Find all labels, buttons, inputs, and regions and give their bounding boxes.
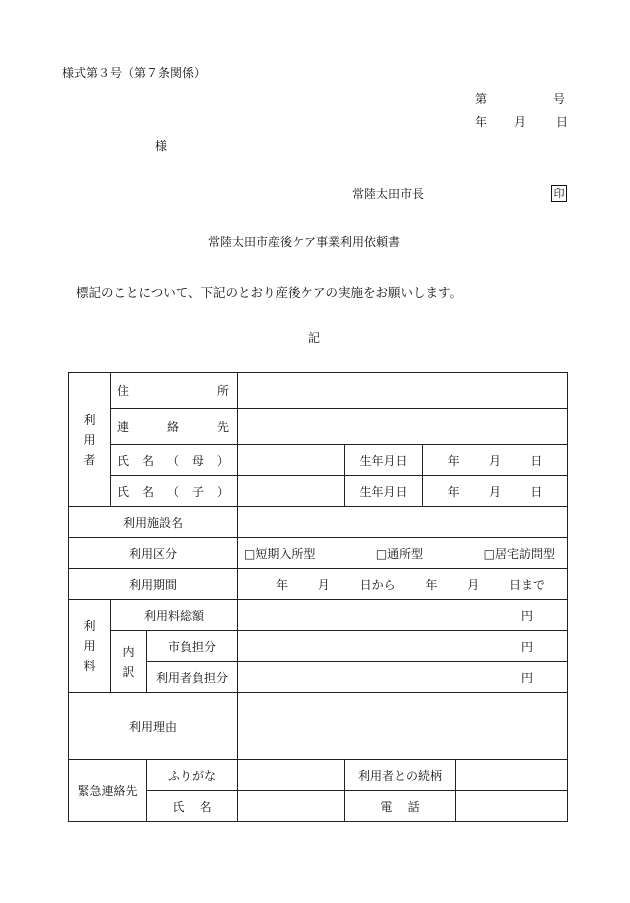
number-suffix: 号	[553, 92, 566, 106]
request-text: 標記のことについて、下記のとおり産後ケアの実施をお願いします。	[76, 285, 463, 300]
mother-birthdate-label: 生年月日	[345, 445, 423, 476]
facility-label: 利用施設名	[69, 507, 238, 538]
user-group-label: 利 用 者	[69, 373, 111, 507]
reason-label: 利用理由	[69, 693, 238, 760]
user-share-label: 利用者負担分	[147, 662, 238, 693]
fee-group-label: 利 用 料	[69, 600, 111, 693]
contact-field[interactable]	[238, 409, 568, 445]
date-month: 月	[514, 115, 527, 129]
child-birthdate-label: 生年月日	[345, 476, 423, 507]
child-birthdate-field[interactable]: 年 月 日	[423, 476, 568, 507]
user-share-field[interactable]: 円	[238, 662, 568, 693]
contact-label: 連 絡 先	[111, 409, 238, 445]
category-label: 利用区分	[69, 538, 238, 569]
emergency-contact-label: 緊急連絡先	[69, 760, 147, 822]
emergency-name-label: 氏 名	[147, 791, 238, 822]
category-options	[238, 538, 568, 569]
phone-field[interactable]	[456, 791, 568, 822]
number-prefix: 第	[475, 92, 488, 106]
fee-total-label: 利用料総額	[111, 600, 238, 631]
period-label: 利用期間	[69, 569, 238, 600]
city-share-field[interactable]: 円	[238, 631, 568, 662]
breakdown-label: 内 訳	[111, 631, 147, 693]
short-stay-checkbox[interactable]: □短期入所型	[244, 546, 316, 561]
child-name-field[interactable]	[238, 476, 345, 507]
emergency-name-field[interactable]	[238, 791, 345, 822]
address-field[interactable]	[238, 373, 568, 409]
city-share-label: 市負担分	[147, 631, 238, 662]
child-name-label: 氏 名 （ 子 ）	[111, 476, 238, 507]
seal-mark: 印	[551, 185, 567, 202]
phone-label: 電 話	[345, 791, 456, 822]
facility-field[interactable]	[238, 507, 568, 538]
request-form-table	[68, 372, 568, 822]
relation-field[interactable]	[456, 760, 568, 791]
date-year: 年	[475, 115, 488, 129]
relation-label: 利用者との続柄	[345, 760, 456, 791]
ki-label: 記	[308, 331, 321, 345]
mayor-title: 常陸太田市長	[352, 187, 425, 201]
mother-name-field[interactable]	[238, 445, 345, 476]
addressee-suffix: 様	[155, 139, 168, 153]
reason-field[interactable]	[238, 693, 568, 760]
home-visit-checkbox[interactable]: □居宅訪問型	[483, 546, 555, 561]
form-number: 様式第３号（第７条関係）	[62, 66, 207, 80]
mother-birthdate-field[interactable]: 年 月 日	[423, 445, 568, 476]
day-care-checkbox[interactable]: □通所型	[375, 546, 424, 561]
furigana-label: ふりがな	[147, 760, 238, 791]
mother-name-label: 氏 名 （ 母 ）	[111, 445, 238, 476]
furigana-field[interactable]	[238, 760, 345, 791]
period-field[interactable]: 年 月 日から 年 月 日まで	[238, 569, 568, 600]
document-title: 常陸太田市産後ケア事業利用依頼書	[208, 235, 401, 249]
address-label: 住 所	[111, 373, 238, 409]
fee-total-field[interactable]: 円	[238, 600, 568, 631]
date-day: 日	[556, 115, 569, 129]
